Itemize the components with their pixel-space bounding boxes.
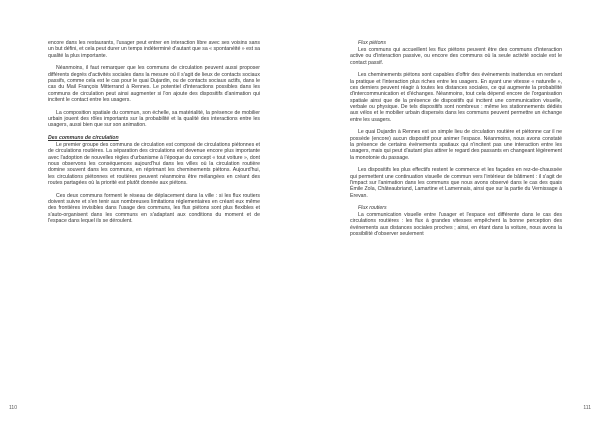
paragraph: Ces deux communs forment le réseau de déplacement dans la ville : si les flux routiers doivent suivre et s'en tenir aux nombreuses limitations réglementaires en créant eux même des frontières invisibles dans l'usage des communs, les flux piétons sont plus flexibles et s'auto-organisent dans les communs en s'adaptant aux conditions du moment et de l'espace dans lequel ils se déroulent.: [48, 192, 260, 224]
subsection-heading: Flux piétons: [358, 40, 386, 46]
right-page-text-column: [350, 40, 562, 244]
right-page: [300, 0, 600, 425]
paragraph: La composition spatiale du commun, son échelle, sa matérialité, la présence de mobilier urbain jouent des rôles importants sur la probabilité et la qualité des interactions entre les usagers, aussi bien que sur son animation.: [48, 109, 260, 129]
left-page-text-column: [48, 40, 260, 231]
paragraph: Les communs qui accueillent les flux piétons peuvent être des communs d'interaction active ou d'interaction passive, ou encore des communs où la seule activité sociale est le contact passif.: [350, 46, 562, 66]
paragraph: Les dispositifs les plus effectifs restent le commerce et les façades en rez-de-chaussée qui permettent une continuation visuelle de commun vers l'intérieur de bâtiment : il s'agit de l'impact sur l'animation dans les communs que nous avons observé dans le cas des quais Émile Zola, Châteaubriand, Lamartine et Lamennais, ainsi que sur la partie du Vernissage à Erevan.: [350, 167, 562, 199]
page-number: 111: [583, 405, 591, 411]
paragraph: Le premier groupe des communs de circulation est composé de circulations piétonnes et de circulations routières. La séparation des circulations est devenue encore plus importante avec l'adoption de nouvelles règles d'urbanisme à l'époque du concept « tout voiture », dont nous observons les conséquences aujourd'hui dans les villes où la circulation routière domine souvent dans les communs, en réprimant les cheminements piétons. Aujourd'hui, les circulations piétonnes et routières peuvent néanmoins être mélangées en créant des routes partagées où la priorité est plutôt donnée aux piétons.: [48, 141, 260, 186]
section-heading: Des communs de circulation: [48, 135, 119, 142]
paragraph: Les cheminements piétons sont capables d'offrir des événements inattendus en rendant la pratique et l'interaction plus riches entre les usagers. En ayant une vitesse « naturelle », ces derniers peuvent réagir à toutes les distances sociales, ce qui augmente la probabilité d'intercommunication et d'échanges. Néanmoins, tout cela dépend encore de l'organisation spatiale ainsi que de la présence de dispositifs qui incitent une communication visuelle, verbale ou physique. De tels dispositifs sont nombreux : même les stationnements dédiés aux vélos et le mobilier urbain dispersés dans les communs peuvent permettre un échange entre les usagers.: [350, 72, 562, 123]
paragraph: La communication visuelle entre l'usager et l'espace est différente dans le cas des circulations routières : les flux à grandes vitesses empêchent la bonne perception des événements aux distances sociales proches ; ainsi, en étant dans la voiture, nous avons la possibilité d'observer seulement: [350, 212, 562, 238]
paragraph: Néanmoins, il faut remarquer que les communs de circulation peuvent aussi proposer différents degrés d'activités sociales dans la mesure où il s'agit de lieux de contacts sociaux passifs, comme cela est le cas pour le quai Dujardin, ou de contacts sociaux actifs, dans le cas du Mail François Mitterrand à Rennes. Le potentiel d'interactions possibles dans les communs de circulation peut ainsi augmenter si l'on ajoute des dispositifs d'animation qui incitent le contact entre les usagers.: [48, 65, 260, 104]
subsection-heading: Flux routiers: [358, 205, 387, 212]
paragraph: Le quai Dujardin à Rennes est un simple lieu de circulation routière et piétonne car il ne possède (encore) aucun dispositif pour animer l'espace. Néanmoins, nous avons constaté la présence de certains événements spatiaux qui n'incitent pas une interaction entre les usagers, mais qui peut d'autant plus attirer le regard des passants en changeant légèrement la monotonie du passage.: [350, 129, 562, 161]
page-number: 110: [9, 405, 17, 411]
paragraph: encore dans les restaurants, l'usager peut entrer en interaction libre avec ses voisins sans un but défini, et cela peut durer un temps indéterminé d'autant que sa « spontanéité » est sa qualité la plus importante.: [48, 40, 260, 59]
